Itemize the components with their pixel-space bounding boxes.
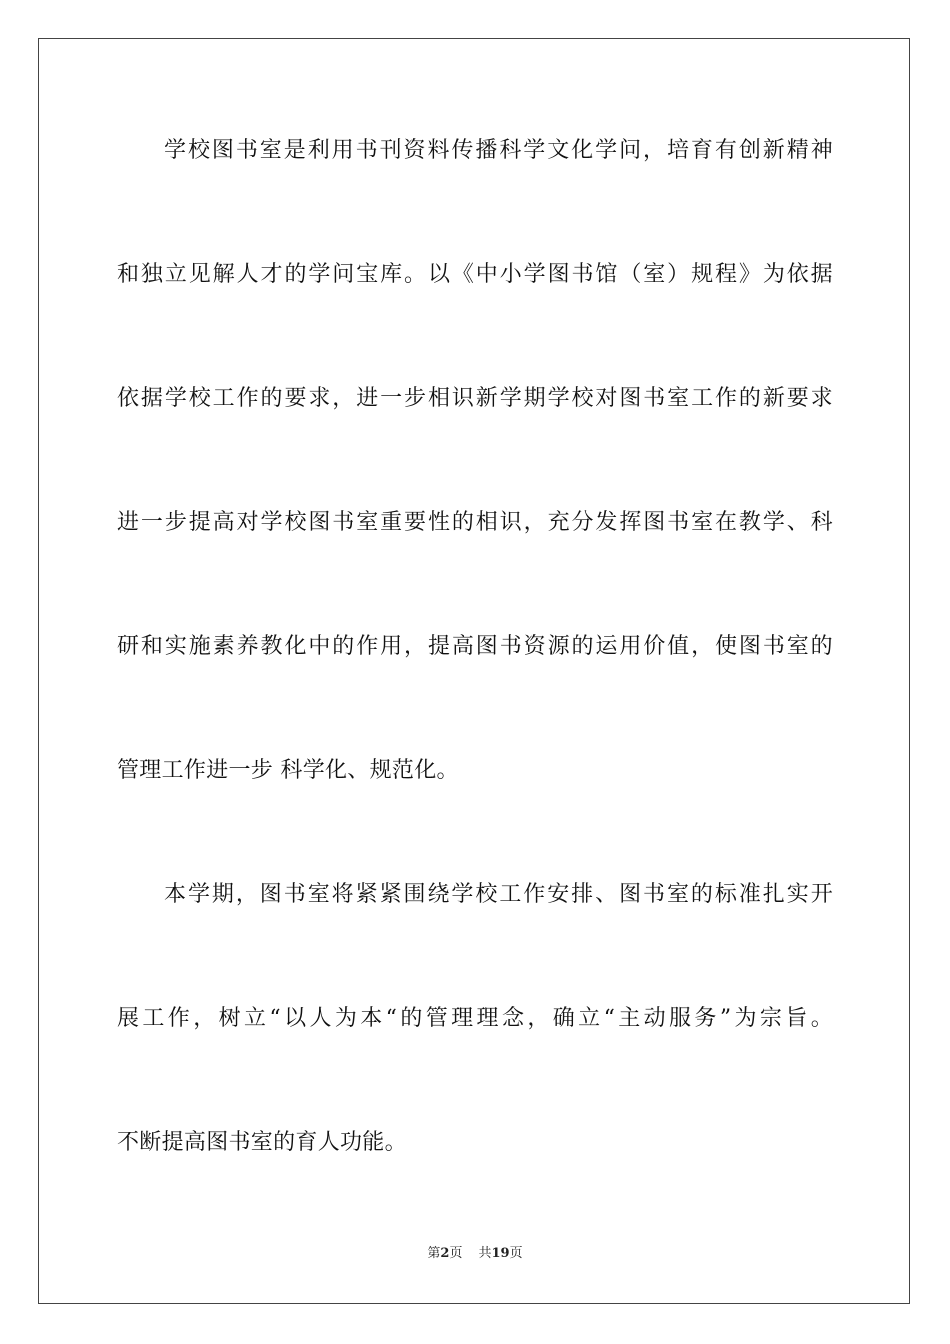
text-line: 管理工作进一步 科学化、规范化。 xyxy=(117,758,459,783)
text-line: 本学期，图书室将紧紧围绕学校工作安排、图书室的标准扎实开 xyxy=(164,882,833,907)
page-footer xyxy=(0,1245,950,1263)
page-number: 2 xyxy=(440,1246,450,1261)
total-suffix: 页 xyxy=(509,1246,523,1261)
text-line: 不断提高图书室的育人功能。 xyxy=(117,1130,407,1155)
text-line: 依据学校工作的要求，进一步相识新学期学校对图书室工作的新要求 xyxy=(117,386,833,411)
text-line: 展工作，树立“以人为本“的管理理念，确立“主动服务”为宗旨。 xyxy=(117,1006,833,1031)
page-border xyxy=(38,38,910,1304)
text-line: 研和实施素养教化中的作用，提高图书资源的运用价值，使图书室的 xyxy=(117,634,833,659)
text-line: 学校图书室是利用书刊资料传播科学文化学问，培育有创新精神 xyxy=(164,138,833,163)
total-prefix: 共 xyxy=(478,1246,492,1261)
page-suffix: 页 xyxy=(449,1246,463,1261)
text-line: 进一步提高对学校图书室重要性的相识，充分发挥图书室在教学、科 xyxy=(117,510,833,535)
page-prefix: 第 xyxy=(427,1246,441,1261)
text-line: 和独立见解人才的学问宝库。以《中小学图书馆（室）规程》为依据 xyxy=(117,262,833,287)
total-pages: 19 xyxy=(491,1246,510,1261)
